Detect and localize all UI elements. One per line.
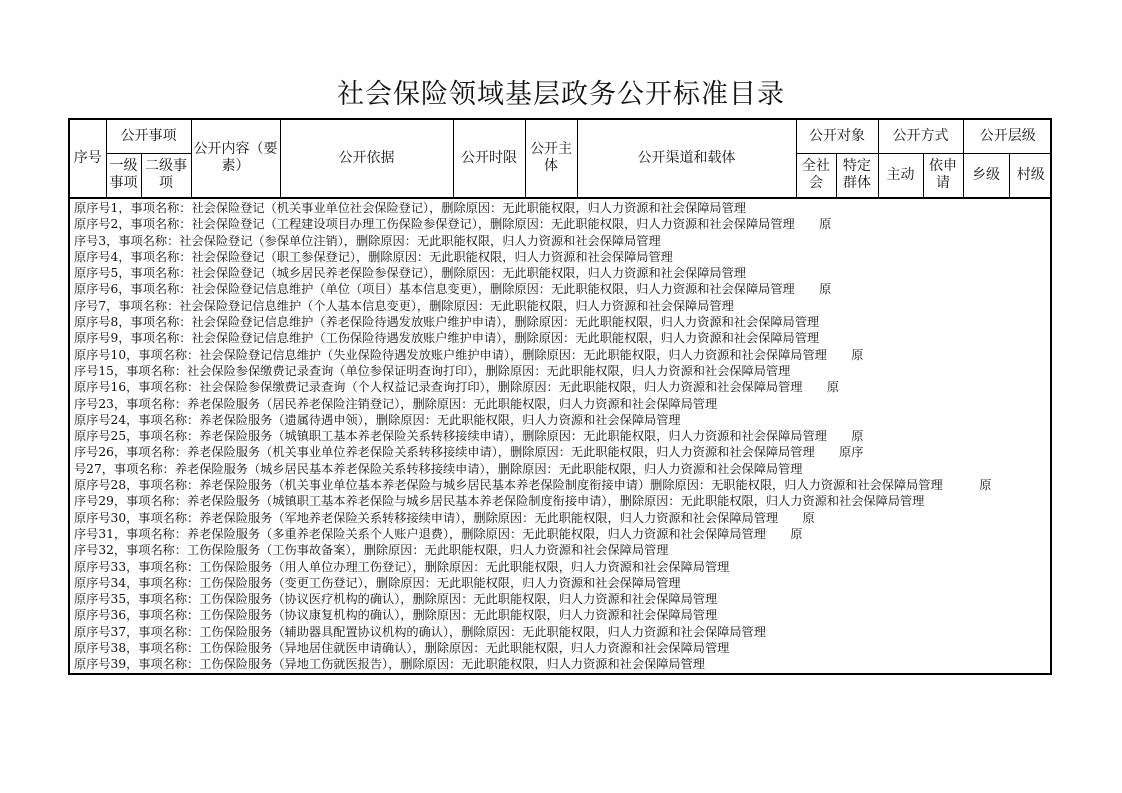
- header-item: 公开事项: [106, 120, 191, 153]
- list-item: 原序号37，事项名称：工伤保险服务（辅助器具配置协议机构的确认），删除原因：无此职能权限，归人力资源和社会保障局管理: [74, 624, 766, 639]
- list-item: 原序号1，事项名称：社会保险登记（机关事业单位社会保险登记），删除原因：无此职能权限，归人力资源和社会保障局管理: [74, 201, 746, 215]
- list-item: 原序号34，事项名称：工伤保险服务（变更工伤登记），删除原因：无此职能权限，归人力资源和社会保障局管理: [74, 575, 681, 590]
- list-item: 号27，事项名称：养老保险服务（城乡居民基本养老保险关系转移接续申请），删除原因：无此职能权限，归人力资源和社会保障局管理: [74, 461, 803, 476]
- list-item: 序号3，事项名称：社会保险登记（参保单位注销），删除原因：无此职能权限，归人力资源和社会保障局管理: [74, 233, 661, 248]
- list-item: 序号26，事项名称：养老保险服务（机关事业单位养老保险关系转移接续申请），删除原因：无此职能权限，归人力资源和社会保障局管理 原序: [74, 445, 864, 460]
- list-item: 序号32，事项名称：工伤保险服务（工伤事故备案），删除原因：无此职能权限，归人力资源和社会保障局管理: [74, 543, 669, 558]
- header-level: 公开层级: [963, 120, 1052, 153]
- list-item: 原序号5，事项名称：社会保险登记（城乡居民养老保险参保登记），删除原因：无此职能权限，归人力资源和社会保障局管理: [74, 266, 746, 281]
- header-method-active: 主动: [878, 153, 923, 197]
- list-item: 原序号9，事项名称：社会保险登记信息维护（工伤保险待遇发放账户维护申请），删除原因：无此职能权限，归人力资源和社会保障局管理: [74, 331, 820, 346]
- header-level-town: 乡级: [963, 153, 1009, 197]
- list-item: 原序号16，事项名称：社会保险参保缴费记录查询（个人权益记录查询打印），删除原因：无此职能权限，归人力资源和社会保障局管理 原: [74, 380, 840, 395]
- page-title: 社会保险领域基层政务公开标准目录: [337, 79, 785, 110]
- list-item: 序号31，事项名称：养老保险服务（多重养老保险关系个人账户退费），删除原因：无此职能权限，归人力资源和社会保障局管理 原: [74, 526, 803, 541]
- header-time: 公开时限: [453, 120, 525, 197]
- header-target-specific: 特定群体: [836, 153, 878, 197]
- list-item: 原序号33，事项名称：工伤保险服务（用人单位办理工伤登记），删除原因：无此职能权限，归人力资源和社会保障局管理: [74, 559, 730, 574]
- list-item: 原序号30，事项名称：养老保险服务（军地养老保险关系转移接续申请），删除原因：无此职能权限，归人力资源和社会保障局管理 原: [74, 510, 815, 525]
- list-item: 序号15，事项名称：社会保险参保缴费记录查询（单位参保证明查询打印），删除原因：无此职能权限，归人力资源和社会保障局管理: [74, 363, 791, 378]
- list-item: 原序号8，事项名称：社会保险登记信息维护（养老保险待遇发放账户维护申请），删除原因：无此职能权限，归人力资源和社会保障局管理: [74, 315, 820, 330]
- list-item: 原序号28，事项名称：养老保险服务（机关事业单位基本养老保险与城乡居民基本养老保险制度衔接申请）删除原因：无职能权限，归人力资源和社会保障局管理 原: [74, 478, 992, 493]
- list-item: 原序号10，事项名称：社会保险登记信息维护（失业保险待遇发放账户维护申请），删除原因：无此职能权限，归人力资源和社会保障局管理 原: [74, 347, 864, 362]
- header-method-request: 依申请: [923, 153, 963, 197]
- table-header: [70, 120, 1052, 198]
- list-item: 原序号35，事项名称：工伤保险服务（协议医疗机构的确认），删除原因：无此职能权限，归人力资源和社会保障局管理: [74, 592, 718, 607]
- header-method: 公开方式: [878, 120, 963, 153]
- header-seq: 序号: [70, 120, 106, 197]
- header-item-l2: 二级事项: [141, 153, 191, 197]
- list-item: 原序号38，事项名称：工伤保险服务（异地居住就医申请确认），删除原因：无此职能权限，归人力资源和社会保障局管理: [74, 641, 730, 656]
- header-target-all: 全社会: [796, 153, 836, 197]
- header-target: 公开对象: [796, 120, 878, 153]
- list-item: 序号7，事项名称：社会保险登记信息维护（个人基本信息变更），删除原因：无此职能权限，归人力资源和社会保障局管理: [74, 298, 734, 313]
- header-level-village: 村级: [1009, 153, 1052, 197]
- list-item: 原序号36，事项名称：工伤保险服务（协议康复机构的确认），删除原因：无此职能权限，归人力资源和社会保障局管理: [74, 608, 718, 623]
- catalog-table: [68, 118, 1052, 675]
- header-channel: 公开渠道和载体: [577, 120, 796, 197]
- header-subject: 公开主体: [525, 120, 577, 197]
- list-item: 原序号2，事项名称：社会保险登记（工程建设项目办理工伤保险参保登记），删除原因：无此职能权限，归人力资源和社会保障局管理 原: [74, 217, 832, 232]
- list-item: 原序号25，事项名称：养老保险服务（城镇职工基本养老保险关系转移接续申请），删除原因：无此职能权限，归人力资源和社会保障局管理 原: [74, 429, 864, 444]
- header-content: 公开内容（要素）: [191, 120, 280, 197]
- list-item: 原序号6，事项名称：社会保险登记信息维护（单位（项目）基本信息变更），删除原因：无此职能权限，归人力资源和社会保障局管理 原: [74, 282, 832, 297]
- deletion-notes: [70, 197, 1050, 673]
- list-item: 原序号4，事项名称：社会保险登记（职工参保登记），删除原因：无此职能权限，归人力资源和社会保障局管理: [74, 249, 673, 264]
- list-item: 原序号24，事项名称：养老保险服务（遗属待遇申领），删除原因：无此职能权限，归人力资源和社会保障局管理: [74, 412, 681, 427]
- list-item: 序号23，事项名称：养老保险服务（居民养老保险注销登记），删除原因：无此职能权限，归人力资源和社会保障局管理: [74, 396, 718, 411]
- list-item: 原序号39，事项名称：工伤保险服务（异地工伤就医报告），删除原因：无此职能权限，归人力资源和社会保障局管理: [74, 657, 705, 672]
- header-item-l1: 一级事项: [106, 153, 141, 197]
- list-item: 序号29，事项名称：养老保险服务（城镇职工基本养老保险与城乡居民基本养老保险制度衔接申请），删除原因：无此职能权限，归人力资源和社会保障局管理: [74, 494, 925, 509]
- header-basis: 公开依据: [280, 120, 453, 197]
